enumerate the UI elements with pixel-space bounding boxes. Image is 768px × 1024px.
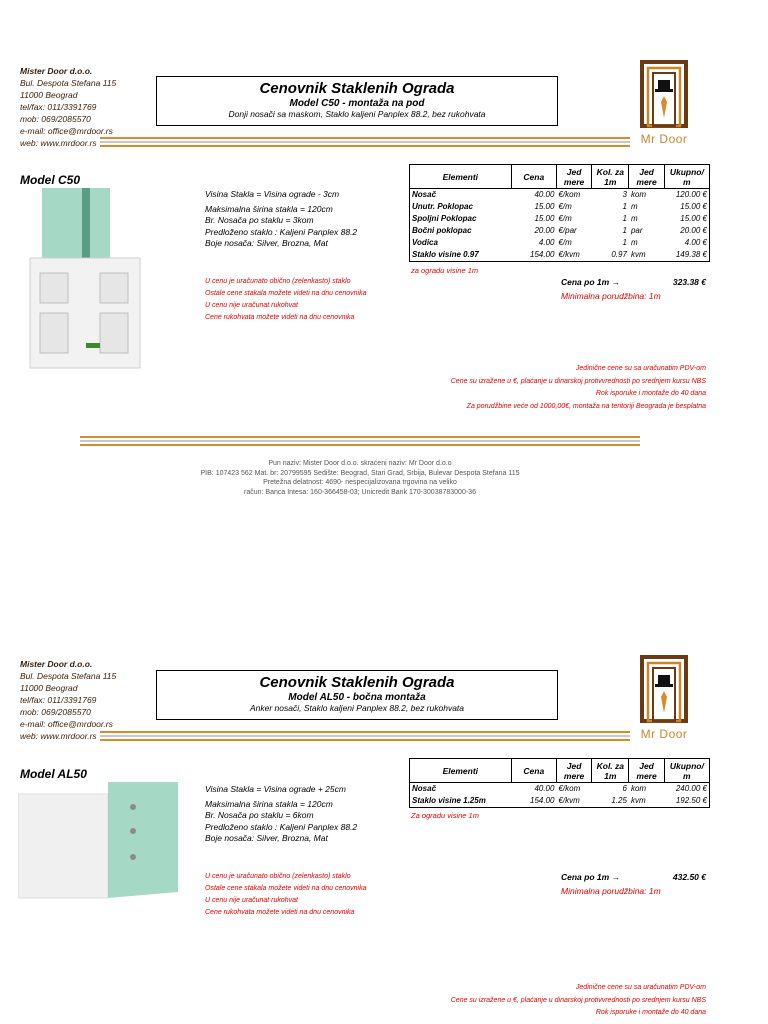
- cell-unit: €/par: [558, 226, 577, 235]
- table-footnote: Za ogradu visine 1m: [411, 811, 479, 820]
- logo-text: Mr Door: [640, 727, 688, 741]
- cell-price: 40.00: [534, 784, 555, 793]
- company-email[interactable]: e-mail: office@mrdoor.rs: [20, 719, 113, 729]
- cell-qty: 3: [622, 190, 627, 199]
- table-row: [410, 783, 710, 796]
- term-item: Za porudžbine veće od 1000,00€, montaža na teritoriji Beograda je besplatna: [466, 402, 706, 410]
- cell-unit2: par: [630, 226, 643, 235]
- company-email[interactable]: e-mail: office@mrdoor.rs: [20, 126, 113, 136]
- footer-line: PIB: 107423 562 Mat. br: 20799595 Sedište: Beograd, Stari Grad, Srbija, Bulevar Despota Stefana 115: [200, 469, 520, 477]
- cell-unit: €/kvm: [558, 250, 580, 259]
- col-elementi: Elementi: [410, 165, 512, 189]
- note-item: Ostale cene stakala možete videti na dnu cenovnika: [205, 885, 367, 892]
- footer-line: Pun naziv: Mister Door d.o.o. skraćeni naziv: Mr Door d.o.o: [268, 460, 452, 467]
- spec-item: Visina Stakla = Visina ograde - 3cm: [205, 189, 340, 199]
- cell-unit2: m: [630, 202, 638, 211]
- cell-element: Bočni poklopac: [412, 226, 472, 235]
- cell-qty: 1: [622, 214, 627, 223]
- col-ukupno: Ukupno/ m: [664, 759, 709, 783]
- cell-total: 15.00 €: [680, 202, 707, 211]
- page-title: Cenovnik Staklenih Ograda: [259, 674, 455, 691]
- cell-unit: €/m: [558, 202, 572, 211]
- table-row: [410, 795, 710, 808]
- term-item: Cene su izražene u €, plaćanje u dinarskoj protivvrednosti po srednjem kursu NBS: [450, 996, 706, 1004]
- term-item: Jedinične cene su sa uračunatim PDV-om: [575, 984, 706, 991]
- footer-line: račun: Banca Intesa: 160-366458-03; Unicredit Bank 170-30038783000-36: [244, 488, 476, 496]
- spec-item: Predloženo staklo : Kaljeni Panplex 88.2: [205, 226, 358, 237]
- col-jed-mere-2: Jed mere: [629, 759, 664, 783]
- cell-total: 240.00 €: [675, 784, 707, 793]
- company-city: 11000 Beograd: [20, 90, 78, 100]
- cell-unit2: m: [630, 238, 638, 247]
- cell-price: 4.00: [538, 238, 555, 247]
- price-per-meter-value: 432.50 €: [672, 872, 706, 882]
- spec-item: Br. Nosača po staklu = 6kom: [205, 810, 314, 820]
- cell-total: 149.38 €: [675, 250, 707, 259]
- price-per-meter-value: 323.38 €: [672, 277, 706, 287]
- note-item: Cene rukohvata možete videti na dnu cenovnika: [205, 909, 355, 916]
- cell-price: 40.00: [534, 190, 555, 199]
- note-item: U cenu je uračunato obično (zelenkasto) staklo: [205, 278, 351, 285]
- cell-element: Nosač: [412, 190, 437, 199]
- company-address: Bul. Despota Stefana 115: [20, 671, 117, 681]
- company-web[interactable]: web: www.mrdoor.rs: [20, 731, 97, 741]
- cell-element: Nosač: [412, 784, 437, 793]
- cell-total: 4.00 €: [684, 238, 707, 247]
- col-jed-mere: Jed mere: [556, 759, 591, 783]
- cell-unit2: kvm: [630, 796, 646, 805]
- cell-unit: €/kvm: [558, 796, 580, 805]
- spec-item: Maksimalna širina stakla = 120cm: [205, 203, 333, 214]
- title-box: [156, 670, 558, 720]
- cell-qty: 1: [622, 238, 627, 247]
- cell-total: 120.00 €: [675, 190, 707, 199]
- cell-element: Vodica: [412, 238, 438, 247]
- cell-element: Staklo visine 0.97: [412, 250, 479, 259]
- price-per-meter-label: Cena po 1m →: [561, 872, 621, 882]
- cell-price: 15.00: [534, 202, 555, 211]
- cell-qty: 1: [622, 226, 627, 235]
- cell-total: 192.50 €: [675, 796, 707, 805]
- cell-qty: 0.97: [611, 250, 627, 259]
- cell-price: 20.00: [534, 226, 555, 235]
- term-item: Jedinične cene su sa uračunatim PDV-om: [575, 365, 706, 372]
- company-tel: tel/fax: 011/3391769: [20, 695, 97, 705]
- minimum-order: Minimalna porudžbina: 1m: [561, 886, 661, 896]
- term-item: Rok isporuke i montaže do 40 dana: [595, 1009, 706, 1016]
- footer-line: Pretežna delatnost: 4690- nespecijalizovana trgovina na veliko: [263, 479, 457, 486]
- cell-price: 154.00: [530, 250, 555, 259]
- cell-element: Spoljni Poklopac: [412, 214, 477, 223]
- cell-unit: €/m: [558, 238, 572, 247]
- page-subtitle: Model C50 - montaža na pod: [289, 98, 425, 109]
- minimum-order: Minimalna porudžbina: 1m: [561, 291, 661, 301]
- note-item: Ostale cene stakala možete videti na dnu cenovnika: [205, 290, 367, 297]
- term-item: Cene su izražene u €, plaćanje u dinarskoj protivvrednosti po srednjem kursu NBS: [450, 377, 706, 385]
- al50-profile-image: [18, 782, 183, 900]
- cell-unit2: kom: [630, 190, 647, 199]
- table-footnote: za ogradu visine 1m: [411, 266, 479, 275]
- cell-unit: €/kom: [558, 784, 581, 793]
- col-kol: Kol. za 1m: [592, 165, 629, 189]
- company-city: 11000 Beograd: [20, 683, 78, 693]
- company-mob: mob: 069/2085570: [20, 707, 91, 717]
- company-tel: tel/fax: 011/3391769: [20, 102, 97, 112]
- term-item: Rok isporuke i montaže do 40 dana: [595, 390, 706, 397]
- spec-item: Br. Nosača po staklu = 3kom: [205, 215, 314, 225]
- col-kol: Kol. za 1m: [592, 759, 629, 783]
- cell-price: 154.00: [530, 796, 555, 805]
- cell-qty: 1.25: [611, 796, 627, 805]
- col-jed-mere: Jed mere: [556, 165, 591, 189]
- door-icon: [630, 655, 698, 725]
- note-item: U cenu je uračunato obično (zelenkasto) staklo: [205, 873, 351, 880]
- spec-item: Maksimalna širina stakla = 120cm: [205, 798, 333, 809]
- cell-unit2: kvm: [630, 250, 646, 259]
- cell-total: 20.00 €: [680, 226, 707, 235]
- model-label: Model AL50: [20, 767, 87, 781]
- col-elementi: Elementi: [410, 759, 512, 783]
- company-info: [20, 658, 116, 742]
- cell-unit: €/kom: [558, 190, 581, 199]
- col-cena: Cena: [511, 759, 556, 783]
- logo-text: Mr Door: [640, 132, 688, 146]
- col-ukupno: Ukupno/ m: [664, 165, 709, 189]
- header-divider: [100, 731, 630, 741]
- company-address: Bul. Despota Stefana 115: [20, 78, 117, 88]
- company-name: Mister Door d.o.o.: [20, 659, 93, 669]
- cell-unit2: kom: [630, 784, 647, 793]
- cell-element: Staklo visine 1.25m: [412, 796, 486, 805]
- model-label: Model C50: [20, 173, 81, 187]
- spec-item: Visina Stakla = Visina ograde + 25cm: [205, 784, 346, 794]
- note-item: Cene rukohvata možete videti na dnu cenovnika: [205, 314, 355, 321]
- cell-total: 15.00 €: [680, 214, 707, 223]
- note-item: U cenu nije uračunat rukohvat: [205, 897, 298, 904]
- spec-item: Predloženo staklo : Kaljeni Panplex 88.2: [205, 821, 358, 832]
- cell-qty: 1: [622, 202, 627, 211]
- price-table: [409, 758, 710, 808]
- cell-unit: €/m: [558, 214, 572, 223]
- mr-door-logo: [630, 655, 698, 741]
- terms-notes: [451, 982, 706, 1020]
- company-name: Mister Door d.o.o.: [20, 66, 93, 76]
- company-mob: mob: 069/2085570: [20, 114, 91, 124]
- cell-element: Unutr. Poklopac: [412, 202, 473, 211]
- table-header-row: [410, 759, 710, 783]
- cell-unit2: m: [630, 214, 638, 223]
- cell-qty: 6: [622, 784, 627, 793]
- price-per-meter-label: Cena po 1m →: [561, 277, 621, 287]
- note-item: U cenu nije uračunat rukohvat: [205, 302, 298, 309]
- page-subtitle: Model AL50 - bočna montaža: [288, 692, 426, 703]
- company-web[interactable]: web: www.mrdoor.rs: [20, 138, 97, 148]
- spec-item: Boje nosača: Silver, Brozna, Mat: [205, 833, 328, 843]
- spec-item: Boje nosača: Silver, Brozna, Mat: [205, 238, 328, 248]
- col-cena: Cena: [511, 165, 556, 189]
- cell-price: 15.00: [534, 214, 555, 223]
- page-title: Cenovnik Staklenih Ograda: [259, 80, 455, 97]
- page-description: Anker nosači, Staklo kaljeni Panplex 88.2, bez rukohvata: [249, 703, 465, 713]
- notes-list: [205, 871, 367, 919]
- col-jed-mere-2: Jed mere: [629, 165, 664, 189]
- spec-list: [205, 784, 357, 845]
- page-description: Donji nosači sa maskom, Staklo kaljeni Panplex 88.2, bez rukohvata: [228, 109, 486, 119]
